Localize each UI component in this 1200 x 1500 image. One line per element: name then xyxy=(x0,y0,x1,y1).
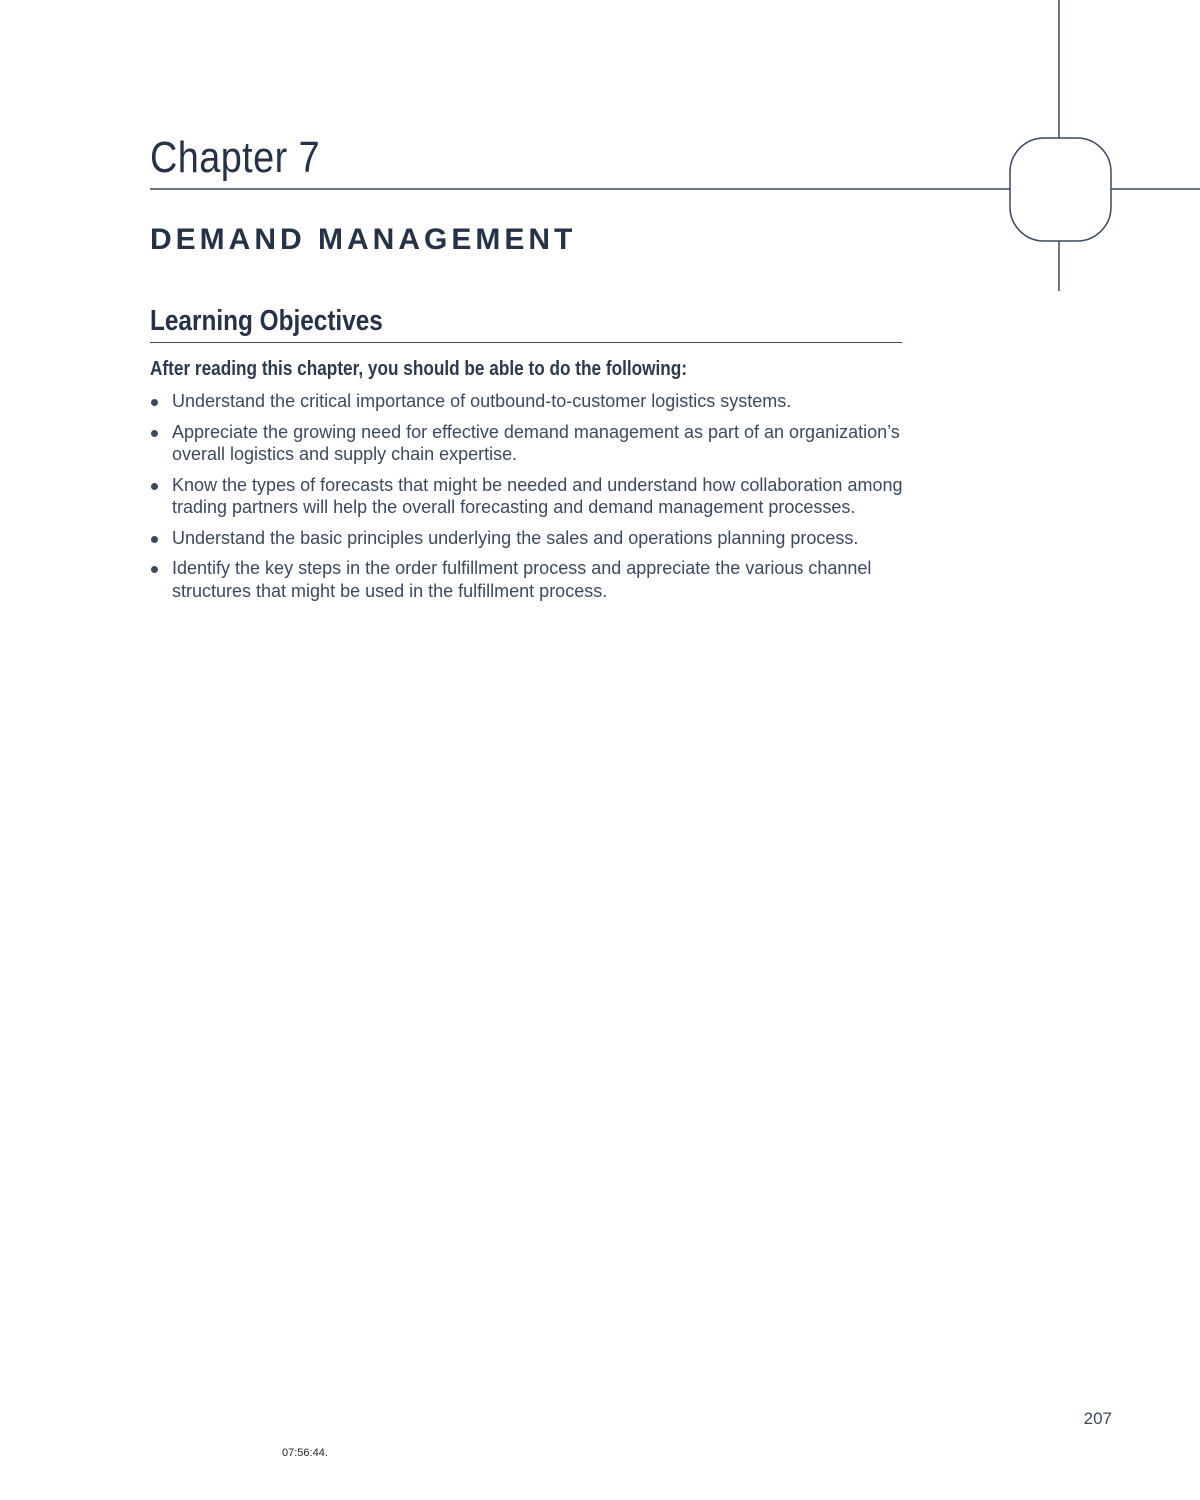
objective-text: Understand the basic principles underlying the sales and operations planning process. xyxy=(172,527,859,548)
objectives-list xyxy=(150,390,910,610)
bullet-icon xyxy=(151,399,158,406)
objective-item xyxy=(150,390,910,413)
ornament-rounded-square xyxy=(1010,138,1111,241)
chapter-number: Chapter 7 xyxy=(150,133,321,182)
objectives-intro: After reading this chapter, you should be able to do the following: xyxy=(150,358,688,380)
bullet-icon xyxy=(151,483,158,490)
objective-item xyxy=(150,527,910,550)
objective-item xyxy=(150,557,910,602)
objective-item xyxy=(150,421,910,466)
learning-objectives-heading: Learning Objectives xyxy=(150,305,383,337)
objective-item xyxy=(150,474,910,519)
objective-text: Understand the critical importance of outbound-to-customer logistics systems. xyxy=(172,391,792,411)
bullet-icon xyxy=(151,536,158,543)
bullet-icon xyxy=(151,566,158,573)
bullet-icon xyxy=(151,430,158,437)
objective-text: Appreciate the growing need for effective demand management as part of an organization’s overall logistics and supply chain expertise. xyxy=(172,421,900,464)
print-timestamp: 07:56:44. xyxy=(282,1447,328,1459)
objective-text: Identify the key steps in the order fulfillment process and appreciate the various channel structures that might be used in the fulfillment process. xyxy=(172,558,872,601)
chapter-title: DEMAND MANAGEMENT xyxy=(150,223,577,256)
objective-text: Know the types of forecasts that might be needed and understand how collaboration among trading partners will help the overall forecasting and demand management processes. xyxy=(172,474,903,517)
section-divider xyxy=(150,342,902,343)
page-number: 207 xyxy=(1083,1409,1112,1428)
